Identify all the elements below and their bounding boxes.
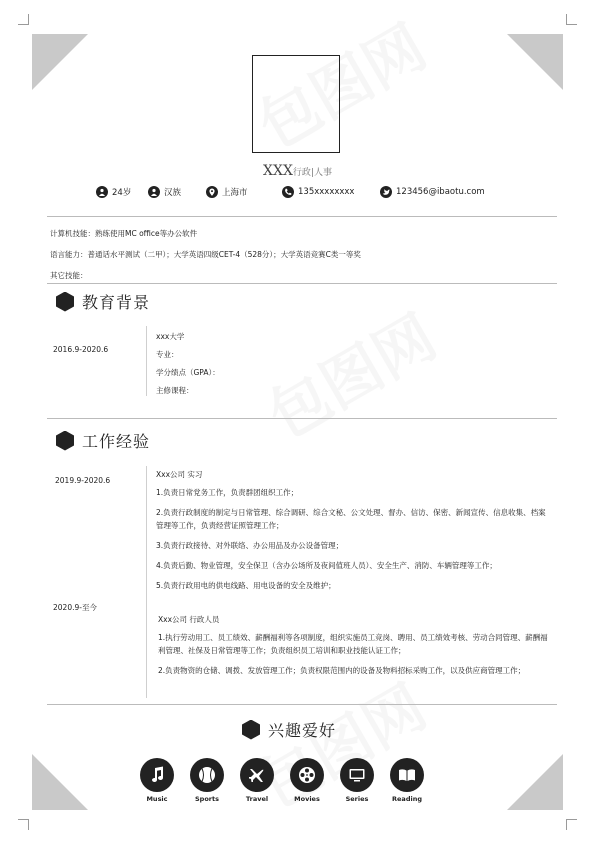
skills-block [50,223,361,286]
candidate-role: 行政|人事 [292,168,332,178]
divider [47,283,557,284]
tv-icon [340,758,374,792]
photo-placeholder [252,55,340,153]
job-title: Xxx公司 行政人员 [158,615,220,624]
name-line [0,160,595,179]
job-duty: 1.负责日常党务工作，负责群团组织工作； [156,488,299,497]
hexagon-icon [56,292,74,312]
phone-icon [282,186,294,198]
courses: 主修课程： [156,386,194,395]
airplane-icon [240,758,274,792]
baseball-icon [190,758,224,792]
hobby-movies: Movies [282,758,332,803]
location-icon [206,186,218,198]
book-icon [390,758,424,792]
job-duty: 2.负责物资的仓储、调拨、发放管理工作；负责权限范围内的设备及物料招标采购工作，以及供应商管理工作； [158,666,526,675]
corner-triangle-top-left [32,34,88,90]
hobby-sports: Sports [182,758,232,803]
job-duty: 2.负责行政制度的制定与日常管理、综合调研、综合文秘、公文处理、督办、信访、保密、新闻宣传、信息收集、档案管理等工作，负责经营证照管理工作； [156,508,546,530]
personal-info-row [0,186,595,204]
major: 专业： [156,350,179,359]
hobbies-heading: 兴趣爱好 [242,718,336,741]
work-heading: 工作经验 [56,429,150,452]
job-entry [156,469,546,599]
candidate-name: XXX [263,163,293,179]
skill-language: 语言能力：普通话水平测试（二甲）；大学英语四级CET-4（528分）；大学英语竞赛C类一等奖 [50,250,361,259]
hexagon-icon [56,431,74,451]
divider [47,418,557,419]
hobby-reading: Reading [382,758,432,803]
education-date: 2016.9-2020.6 [53,345,109,354]
ethnicity-icon [148,186,160,198]
crop-mark [18,14,29,25]
job-date: 2019.9-2020.6 [55,476,111,485]
crop-mark [566,14,577,25]
info-email: 123456@ibaotu.com [380,186,485,198]
film-reel-icon [290,758,324,792]
job-date: 2020.9-至今 [53,603,97,612]
job-duty: 5.负责行政用电的供电线路、用电设备的安全及维护； [156,581,336,590]
hobby-series: Series [332,758,382,803]
job-duty: 4.负责后勤、物业管理，安全保卫（含办公场所及夜间值班人员）、安全生产、消防、车辆管理等工作； [156,561,497,570]
divider [47,216,557,217]
job-entry [158,614,548,684]
hobby-music: Music [132,758,182,803]
school-name: xxx大学 [156,332,185,341]
divider [47,704,557,705]
person-icon [96,186,108,198]
timeline-line [146,466,147,698]
corner-triangle-top-right [507,34,563,90]
watermark [251,291,450,455]
crop-mark [566,819,577,830]
education-heading: 教育背景 [56,290,150,313]
skill-other: 其它技能： [50,271,88,280]
crop-mark [18,819,29,830]
gpa: 学分绩点（GPA）： [156,368,220,377]
info-location: 上海市 [206,186,248,198]
education-details [156,328,220,400]
hobbies-row [0,758,595,808]
skill-computer: 计算机技能：熟练使用MC office等办公软件 [50,229,198,238]
job-duty: 1.执行劳动用工、员工绩效、薪酬福利等各项制度，组织实施员工竞岗、聘用、员工绩效考核、劳动合同管理、薪酬福利管理、社保及日常管理等工作；负责组织员工培训和职业技能认证工作； [158,633,548,655]
info-phone: 135xxxxxxxx [282,186,354,198]
job-title: Xxx公司 实习 [156,470,203,479]
email-icon [380,186,392,198]
info-ethnicity: 汉族 [148,186,181,198]
job-duty: 3.负责行政接待、对外联络、办公用品及办公设备管理； [156,541,344,550]
music-note-icon [140,758,174,792]
hobby-travel: Travel [232,758,282,803]
hexagon-icon [242,720,260,740]
info-age: 24岁 [96,186,131,198]
timeline-line [146,326,147,396]
